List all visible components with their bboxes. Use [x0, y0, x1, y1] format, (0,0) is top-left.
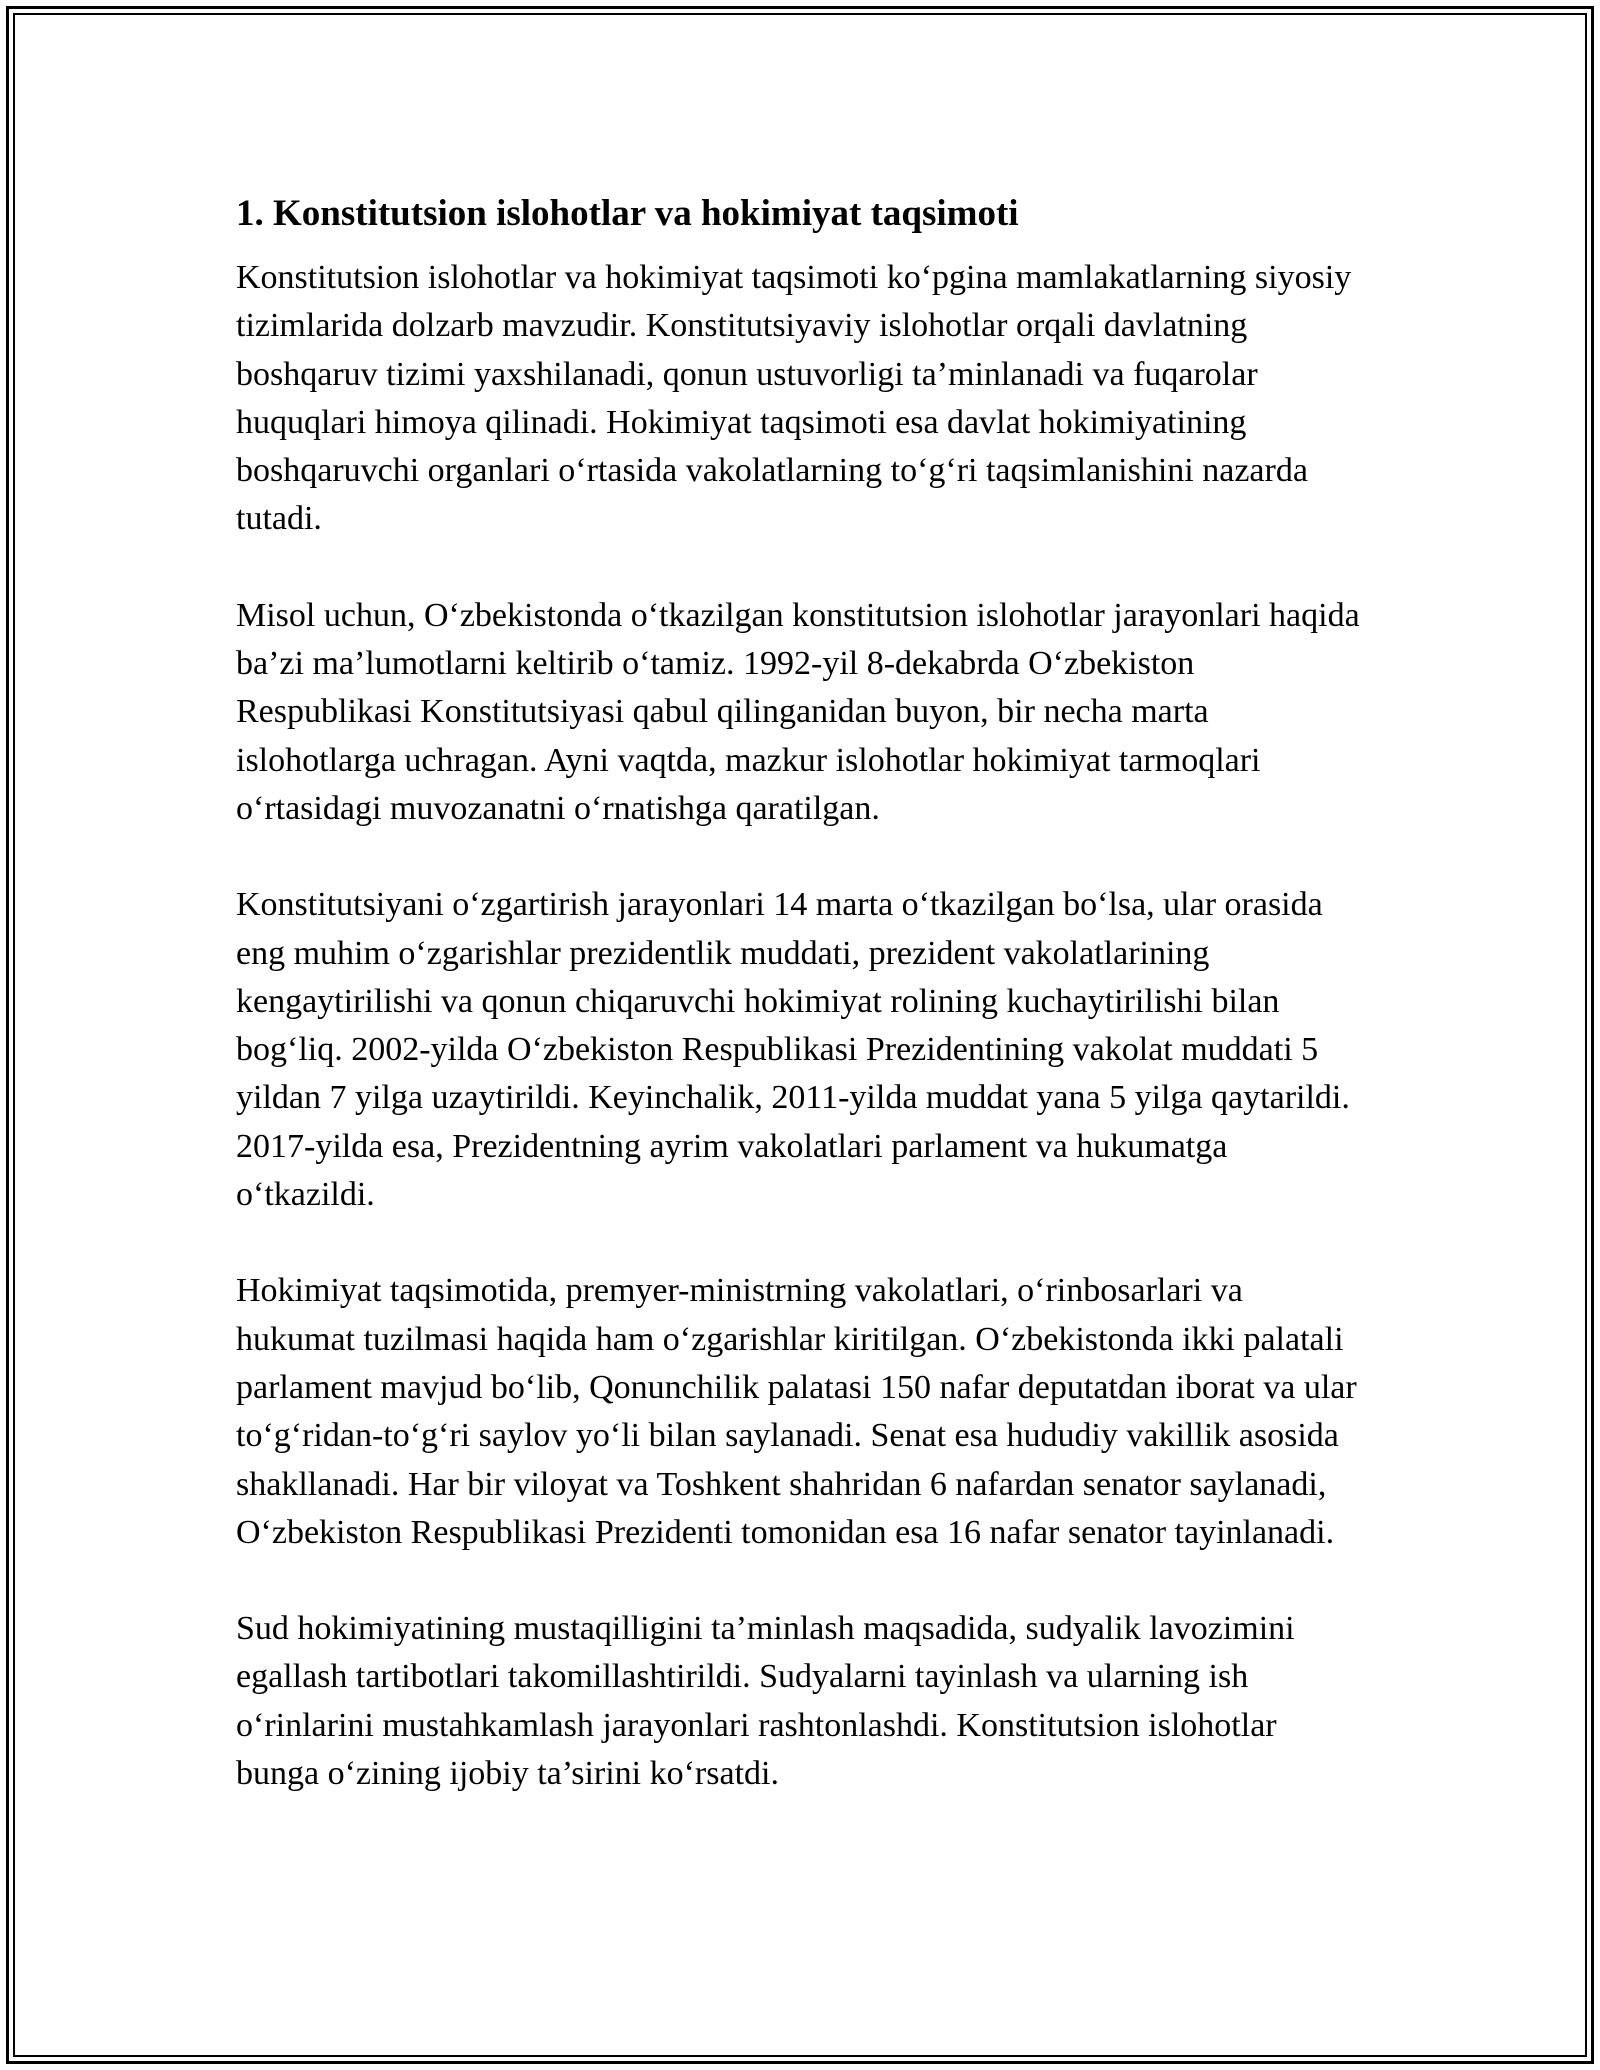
paragraph-parliament: Hokimiyat taqsimotida, premyer-ministrning vakolatlari, o‘rinbosarlari va hukumat tuzilmasi haqida ham o‘zgarishlar kiritilgan. O‘zbekistonda ikki palatali parlament mavjud bo‘lib, Qonunchilik palatasi 150 nafar deputatdan iborat va ular to‘g‘ridan-to‘g‘ri saylov yo‘li bilan saylanadi. Senat esa hududiy vakillik asosida shakllanadi. Har bir viloyat va Toshkent shahridan 6 nafardan senator saylanadi, O‘zbekiston Respublikasi Prezidenti tomonidan esa 16 nafar senator tayinlanadi. — [236, 1272, 1357, 1551]
paragraph-amendments: Konstitutsiyani o‘zgartirish jarayonlari 14 marta o‘tkazilgan bo‘lsa, ular orasida eng muhim o‘zgarishlar prezidentlik muddati, prezident vakolatlarining kengaytirilishi va qonun chiqaruvchi hokimiyat rolining kuchaytirilishi bilan bog‘liq. 2002-yilda O‘zbekiston Respublikasi Prezidentining vakolat muddati 5 yildan 7 yilga uzaytirildi. Keyinchalik, 2011-yilda muddat yana 5 yilga qaytarildi. 2017-yilda esa, Prezidentning ayrim vakolatlari parlament va hukumatga o‘tkazildi. — [236, 886, 1350, 1214]
paragraph-judiciary: Sud hokimiyatining mustaqilligini ta’minlash maqsadida, sudyalik lavozimini egallash tartibotlari takomillashtirildi. Sudyalarni tayinlash va ularning ish o‘rinlarini mustahkamlash jarayonlari rashtonlashdi. Konstitutsion islohotlar bunga o‘zining ijobiy ta’sirini ko‘rsatdi. — [236, 1610, 1295, 1793]
paragraph-example: Misol uchun, O‘zbekistonda o‘tkazilgan konstitutsion islohotlar jarayonlari haqida ba’zi ma’lumotlarni keltirib o‘tamiz. 1992-yil 8-dekabrda O‘zbekiston Respublikasi Konstitutsiyasi qabul qilinganidan buyon, bir necha marta islohotlarga uchragan. Ayni vaqtda, mazkur islohotlar hokimiyat tarmoqlari o‘rtasidagi muvozanatni o‘rnatishga qaratilgan. — [236, 596, 1360, 827]
section-heading: 1. Konstitutsion islohotlar va hokimiyat taqsimoti — [236, 193, 1019, 234]
document-body — [236, 188, 1366, 1846]
paragraph-intro: Konstitutsion islohotlar va hokimiyat taqsimoti ko‘pgina mamlakatlarning siyosiy tizimlarida dolzarb mavzudir. Konstitutsiyaviy islohotlar orqali davlatning boshqaruv tizimi yaxshilanadi, qonun ustuvorligi ta’minlanadi va fuqarolar huquqlari himoya qilinadi. Hokimiyat taqsimoti esa davlat hokimiyatining boshqaruvchi organlari o‘rtasida vakolatlarning to‘g‘ri taqsimlanishini nazarda tutadi. — [236, 259, 1352, 538]
